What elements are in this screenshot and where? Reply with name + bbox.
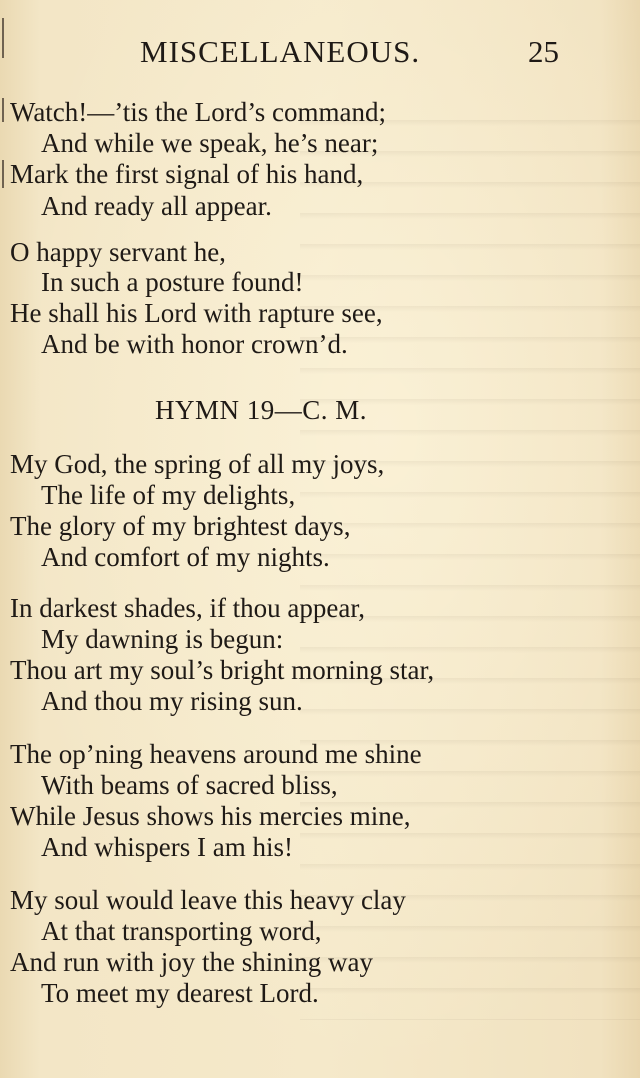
verse-line: In such a posture found! — [41, 267, 304, 297]
verse-line: O happy servant he, — [10, 237, 226, 267]
verse-line: And thou my rising sun. — [41, 686, 303, 716]
verse-line: He shall his Lord with rapture see, — [10, 298, 383, 328]
verse-line: At that transporting word, — [41, 916, 322, 946]
running-title: MISCELLANEOUS. — [140, 34, 421, 69]
verse-line: In darkest shades, if thou appear, — [10, 593, 366, 623]
verse-line: Watch!—’tis the Lord’s command; — [10, 97, 386, 127]
verse-line: Mark the first signal of his hand, — [10, 159, 364, 189]
gutter-edge-mark — [2, 160, 4, 188]
hymn-title: HYMN 19—C. M. — [155, 395, 368, 425]
verse-line: My God, the spring of all my joys, — [10, 449, 385, 479]
verse-line: And comfort of my nights. — [41, 542, 330, 572]
verse-line: My dawning is begun: — [41, 624, 284, 654]
verse-line: And run with joy the shining way — [10, 947, 373, 977]
verse-line: The op’ning heavens around me shine — [10, 739, 422, 769]
verse-line: And whispers I am his! — [41, 832, 293, 862]
verse-line: And ready all appear. — [41, 191, 272, 221]
verse-line: The life of my delights, — [41, 480, 296, 510]
gutter-edge-mark — [2, 98, 4, 122]
verse-line: And be with honor crown’d. — [41, 329, 348, 359]
verse-line: While Jesus shows his mercies mine, — [10, 801, 411, 831]
verse-line: Thou art my soul’s bright morning star, — [10, 655, 435, 685]
verse-line: The glory of my brightest days, — [10, 511, 351, 541]
verse-line: My soul would leave this heavy clay — [10, 885, 406, 915]
verse-line: And while we speak, he’s near; — [41, 128, 379, 158]
verse-line: With beams of sacred bliss, — [41, 770, 338, 800]
page-header — [0, 32, 640, 72]
page-number: 25 — [528, 34, 559, 69]
verse-line: To meet my dearest Lord. — [41, 978, 319, 1008]
